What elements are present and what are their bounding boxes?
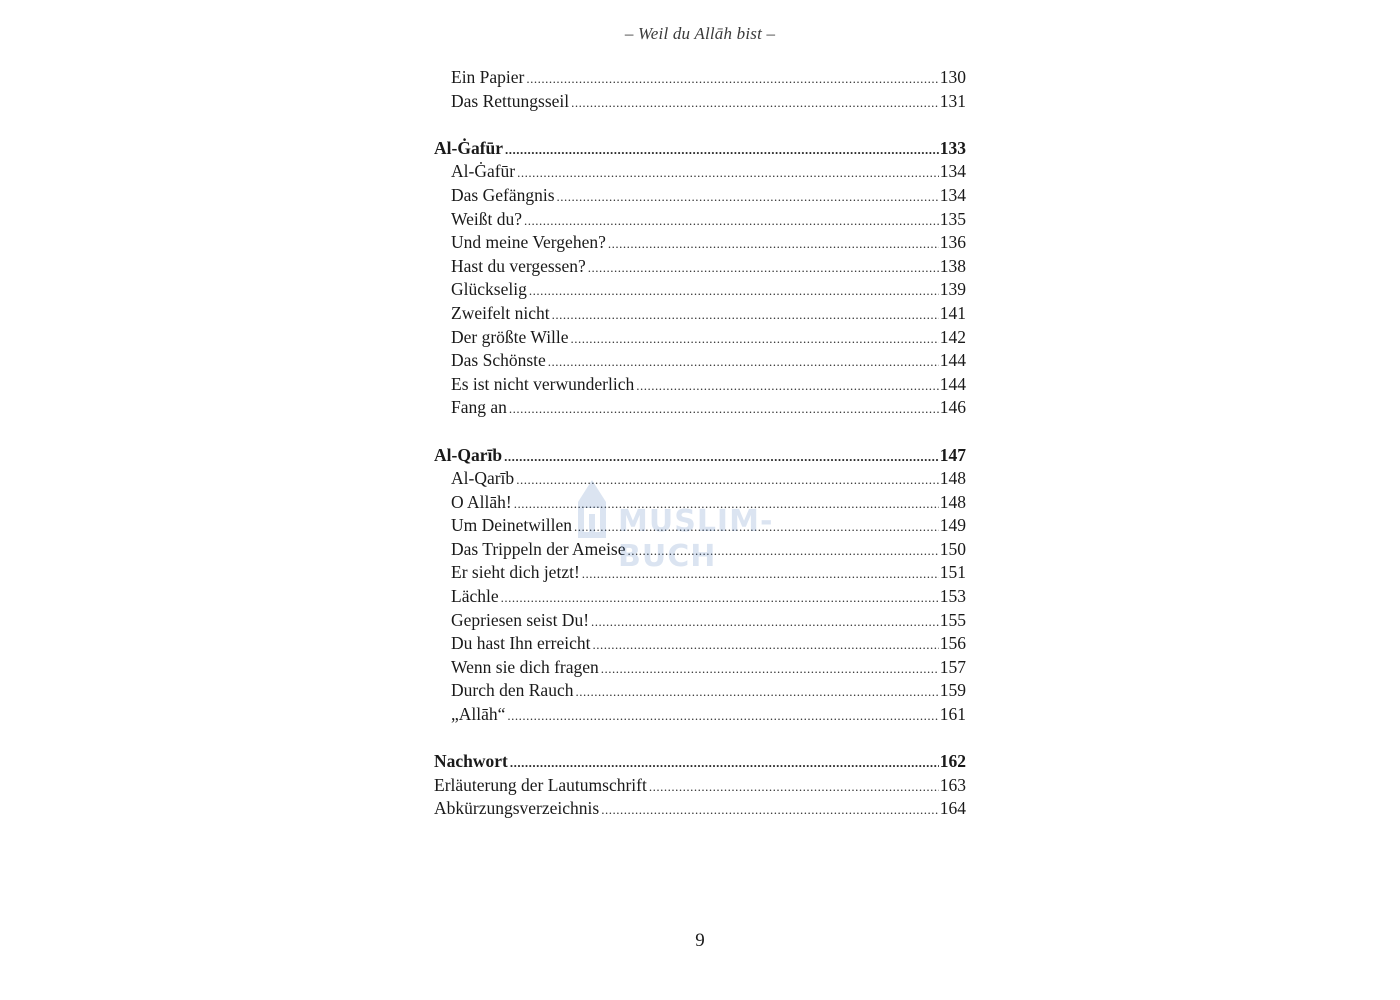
toc-entry-title: Es ist nicht verwunderlich	[451, 373, 635, 394]
toc-entry-page: 157	[939, 656, 966, 677]
toc-entry-page: 135	[939, 208, 966, 229]
toc-entry	[434, 326, 966, 350]
toc-entry-title: Erläuterung der Lautumschrift	[434, 774, 647, 795]
toc-entry-page: 153	[939, 586, 966, 607]
dot-leader	[571, 91, 939, 115]
toc-entry	[434, 585, 966, 609]
toc-entry-title: „Allāh“	[451, 704, 506, 725]
toc-entry	[434, 302, 966, 326]
toc-entry	[434, 632, 966, 656]
toc-entry-title: Weißt du?	[451, 208, 522, 229]
dot-leader	[601, 657, 939, 681]
dot-leader	[517, 161, 939, 185]
toc-heading-title: Al-Qarīb	[434, 444, 503, 465]
toc-entry	[434, 255, 966, 279]
toc-entry-page: 139	[939, 279, 966, 300]
dot-leader	[509, 397, 939, 421]
toc-entry-page: 144	[939, 350, 966, 371]
toc-entry-title: Zweifelt nicht	[451, 302, 550, 323]
dot-leader	[574, 515, 939, 539]
toc-heading-title: Al-Ġafūr	[434, 137, 504, 158]
toc-entry	[434, 373, 966, 397]
dot-leader	[592, 633, 938, 657]
toc-entry-title: Das Gefängnis	[451, 184, 555, 205]
toc-entry-nachwort	[434, 750, 966, 774]
dot-leader	[608, 232, 939, 256]
toc-entry	[434, 514, 966, 538]
toc-entry-page: 136	[939, 232, 966, 253]
toc-entry	[434, 184, 966, 208]
toc-entry	[434, 679, 966, 703]
toc-entry-page: 130	[939, 67, 966, 87]
toc-entry-title: Er sieht dich jetzt!	[451, 562, 580, 583]
dot-leader	[601, 798, 939, 822]
dot-leader	[516, 468, 939, 492]
toc-section-al-gafur	[434, 137, 966, 420]
toc-entry	[434, 66, 966, 90]
toc-entry	[434, 90, 966, 114]
toc-entry-page: 163	[939, 774, 966, 795]
toc-entry-page: 156	[939, 633, 966, 654]
dot-leader	[529, 279, 939, 303]
toc-entry	[434, 491, 966, 515]
toc-section-al-qarib	[434, 444, 966, 727]
toc-entry-title: Lächle	[451, 586, 499, 607]
toc-entry-page: 134	[939, 161, 966, 182]
toc-entry	[434, 467, 966, 491]
toc-entry-page: 144	[939, 373, 966, 394]
toc-entry-title: Durch den Rauch	[451, 680, 574, 701]
dot-leader	[507, 704, 938, 728]
dot-leader	[514, 492, 939, 516]
dot-leader	[548, 350, 939, 374]
toc-entry-title: Das Trippeln der Ameise	[451, 538, 626, 559]
toc-entry	[434, 703, 966, 727]
toc-entry-lautumschrift	[434, 774, 966, 798]
toc-entry	[434, 349, 966, 373]
dot-leader	[524, 209, 939, 233]
toc-entry-page: 142	[939, 326, 966, 347]
toc-entry-abkuerzungen	[434, 797, 966, 821]
toc-entry-page: 134	[939, 184, 966, 205]
toc-entry-title: Das Schönste	[451, 350, 546, 371]
dot-leader	[501, 586, 939, 610]
toc-entry-title: Al-Qarīb	[451, 468, 515, 489]
toc-entry-page: 161	[939, 704, 966, 725]
toc-entry-title: O Allāh!	[451, 491, 512, 512]
dot-leader	[510, 751, 939, 775]
toc-entry-page: 141	[939, 302, 966, 323]
toc-entry-page: 150	[939, 538, 966, 559]
dot-leader	[552, 303, 939, 327]
toc-entry-title: Das Rettungsseil	[451, 90, 570, 111]
dot-leader	[582, 562, 939, 586]
toc-entry-page: 148	[939, 468, 966, 489]
toc-entry	[434, 656, 966, 680]
toc-entry-title: Ein Papier	[451, 67, 525, 87]
dot-leader	[504, 445, 939, 469]
toc-entry-page: 148	[939, 491, 966, 512]
toc-entry-page: 155	[939, 609, 966, 630]
toc-entry-title: Glückselig	[451, 279, 527, 300]
dot-leader	[636, 374, 939, 398]
toc-spacer	[434, 727, 966, 751]
toc-end-items	[434, 750, 966, 821]
toc-entry	[434, 231, 966, 255]
toc-entry-page: 146	[939, 397, 966, 418]
toc-section-heading	[434, 444, 966, 468]
toc-entry	[434, 278, 966, 302]
toc-entry	[434, 538, 966, 562]
toc-entry-title: Abkürzungsverzeichnis	[434, 798, 600, 819]
toc-entry-title: Der größte Wille	[451, 326, 569, 347]
dot-leader	[628, 539, 939, 563]
dot-leader	[588, 256, 939, 280]
toc-top-items	[434, 66, 966, 113]
dot-leader	[526, 67, 938, 91]
page-number: 9	[695, 930, 705, 951]
toc-entry-page: 149	[939, 515, 966, 536]
dot-leader	[575, 680, 938, 704]
toc-entry-page: 164	[939, 798, 966, 819]
toc-spacer	[434, 113, 966, 137]
toc-heading-page: 147	[939, 444, 966, 465]
toc-entry-title: Wenn sie dich fragen	[451, 656, 599, 677]
toc-spacer	[434, 420, 966, 444]
dot-leader	[505, 138, 939, 162]
table-of-contents	[434, 66, 966, 821]
toc-section-heading	[434, 137, 966, 161]
toc-entry	[434, 396, 966, 420]
running-header: – Weil du Allāh bist –	[624, 24, 776, 43]
toc-heading-page: 133	[939, 137, 966, 158]
toc-entry-title: Gepriesen seist Du!	[451, 609, 590, 630]
toc-entry	[434, 208, 966, 232]
dot-leader	[649, 775, 939, 799]
toc-entry-title: Nachwort	[434, 751, 508, 772]
toc-entry-title: Du hast Ihn erreicht	[451, 633, 591, 654]
dot-leader	[571, 327, 939, 351]
toc-entry-title: Um Deinetwillen	[451, 515, 573, 536]
dot-leader	[591, 610, 939, 634]
toc-entry-page: 131	[939, 90, 966, 111]
toc-entry-title: Und meine Vergehen?	[451, 232, 606, 253]
toc-entry-page: 159	[939, 680, 966, 701]
toc-entry	[434, 561, 966, 585]
toc-entry	[434, 160, 966, 184]
dot-leader	[557, 185, 939, 209]
toc-entry	[434, 609, 966, 633]
toc-entry-title: Fang an	[451, 397, 507, 418]
toc-entry-page: 162	[939, 751, 966, 772]
toc-entry-page: 151	[939, 562, 966, 583]
toc-entry-title: Hast du vergessen?	[451, 255, 586, 276]
watermark-text: MUSLIM-BUCH	[618, 504, 774, 574]
toc-entry-title: Al-Ġafūr	[451, 161, 516, 182]
toc-entry-page: 138	[939, 255, 966, 276]
